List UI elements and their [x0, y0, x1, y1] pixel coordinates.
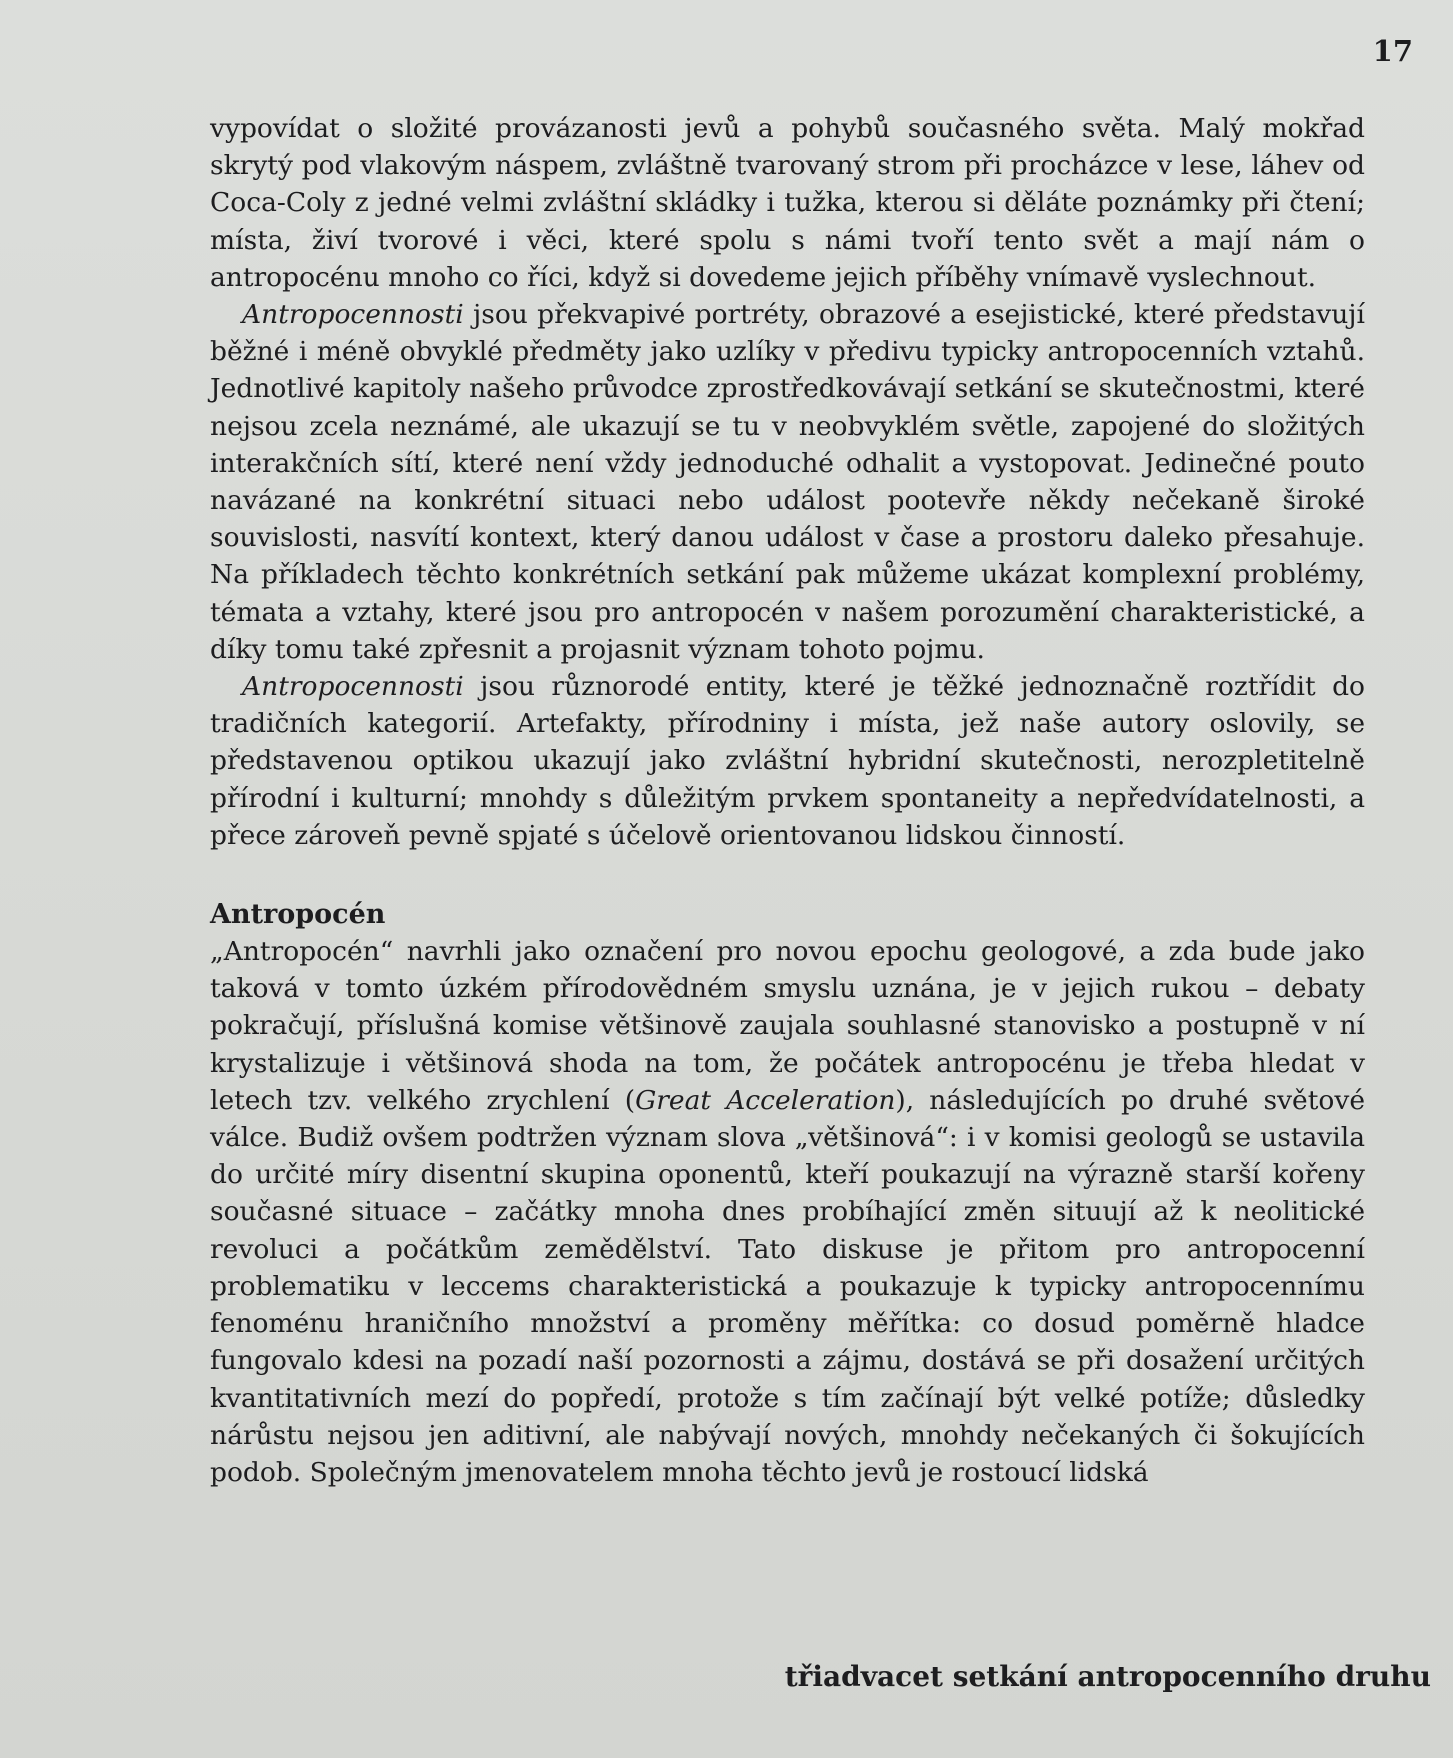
running-footer: třiadvacet setkání antropocenního druhu — [784, 1660, 1431, 1693]
paragraph-4-text-b: ), následujících po druhé světové válce. Budiž ovšem podtržen význam slova „většinová“: i v komisi geologů se ustavila do určité míry disentní skupina oponentů, kteří poukazují na výrazně starší kořeny současné situace – začátky mnoha dnes probíhající změn situují až k neolitické revoluci a počátkům zemědělství. Tato diskuse je přitom pro antropocenní problematiku v leccems charakteristická a poukazuje k typicky antropocennímu fenoménu hraničního množství a proměny měřítka: co dosud poměrně hladce fungovalo kdesi na pozadí naší pozornosti a zájmu, dostává se při dosažení určitých kvantitativních mezí do popředí, protože s tím začínají být velké potíže; důsledky nárůstu nejsou jen aditivní, ale nabývají nových, mnohdy nečekaných či šokujících podob. Společným jmenovatelem mnoha těchto jevů je rostoucí lidská — [210, 1084, 1366, 1488]
paragraph-3-emphasis: Antropocennosti — [242, 671, 464, 703]
page-number: 17 — [1372, 34, 1413, 68]
paragraph-4-emphasis: Great Acceleration — [635, 1084, 896, 1116]
paragraph-2-text: jsou překvapivé portréty, obrazové a esejistické, které představují běžné i méně obvyklé předměty jako uzlíky v předivu typicky antropocenních vztahů. Jednotlivé kapitoly našeho průvodce zprostředkovávají setkání se skutečnostmi, které nejsou zcela neznámé, ale ukazují se tu v neobvyklém světle, zapojené do složitých interakčních sítí, které není vždy jednoduché odhalit a vystopovat. Jedinečné pouto navázané na konkrétní situaci nebo událost pootevře někdy nečekaně široké souvislosti, nasvítí kontext, který danou událost v čase a prostoru daleko přesahuje. Na příkladech těchto konkrétních setkání pak můžeme ukázat komplexní problémy, témata a vztahy, které jsou pro antropocén v našem porozumění charakteristické, a díky tomu také zpřesnit a projasnit význam tohoto pojmu. — [210, 299, 1365, 665]
section-heading: Antropocén — [210, 899, 386, 931]
paragraph-3-text: jsou různorodé entity, které je těžké jednoznačně roztřídit do tradičních kategorií. Artefakty, přírodniny i místa, jež naše autory oslovily, se představenou optikou ukazují jako zvláštní hybridní skutečnosti, nerozpletitelně přírodní i kulturní; mnohdy s důležitým prvkem spontaneity a nepředvídatelnosti, a přece zároveň pevně spjaté s účelově orientovanou lidskou činností. — [210, 671, 1365, 851]
paragraph-4 — [210, 933, 1365, 1491]
paragraph-2-emphasis: Antropocennosti — [242, 299, 464, 331]
paragraph-4-text-a: „Antropocén“ navrhli jako označení pro novou epochu geologové, a zda bude jako taková v tomto úzkém přírodovědném smyslu uznána, je v jejich rukou – debaty pokračují, příslušná komise většinově zaujala souhlasné stanovisko a postupně v ní krystalizuje i většinová shoda na tom, že počátek antropocénu je třeba hledat v letech tzv. velkého zrychlení ( — [210, 936, 1365, 1116]
paragraph-3 — [210, 668, 1365, 854]
section-gap — [210, 854, 1365, 896]
paragraph-1: vypovídat o složité provázanosti jevů a pohybů současného světa. Malý mokřad skrytý pod vlakovým náspem, zvláštně tvarovaný strom při procházce v lese, láhev od Coca-Coly z jedné velmi zvláštní skládky i tužka, kterou si děláte poznámky při čtení; místa, živí tvorové i věci, které spolu s námi tvoří tento svět a mají nám o antropocénu mnoho co říci, když si dovedeme jejich příběhy vnímavě vyslechnout. — [210, 113, 1365, 293]
paragraph-2 — [210, 296, 1365, 668]
body-text — [210, 110, 1365, 1491]
